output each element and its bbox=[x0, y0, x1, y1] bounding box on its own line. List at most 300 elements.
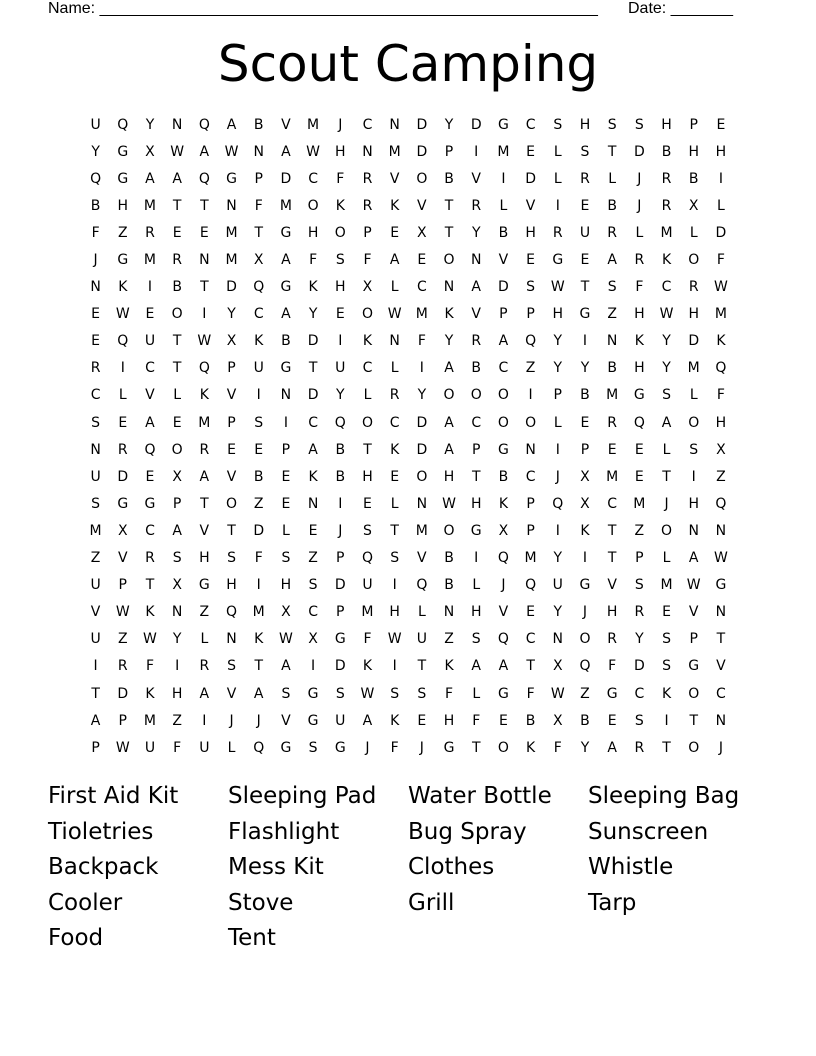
grid-letter: L bbox=[118, 387, 127, 404]
grid-letter: Z bbox=[580, 685, 590, 702]
grid-letter: J bbox=[419, 739, 424, 756]
grid-letter: P bbox=[227, 360, 236, 377]
grid-letter: I bbox=[555, 441, 560, 458]
grid-letter: K bbox=[362, 658, 373, 675]
grid-letter: A bbox=[172, 522, 182, 539]
grid-letter: L bbox=[200, 631, 209, 648]
grid-letter: U bbox=[90, 116, 101, 133]
grid-letter: K bbox=[716, 333, 726, 350]
grid-letter: X bbox=[498, 522, 509, 539]
grid-letter: V bbox=[607, 577, 617, 594]
grid-letter: D bbox=[307, 387, 319, 404]
grid-letter: V bbox=[199, 522, 210, 539]
grid-letter: L bbox=[417, 604, 426, 621]
grid-letter: S bbox=[471, 631, 481, 648]
grid-letter: A bbox=[471, 279, 481, 296]
grid-letter: F bbox=[635, 279, 644, 296]
grid-letter: P bbox=[281, 441, 291, 458]
grid-letter: W bbox=[659, 306, 674, 323]
grid-letter: Q bbox=[497, 550, 509, 567]
grid-letter: O bbox=[171, 306, 183, 323]
grid-letter: F bbox=[716, 387, 725, 404]
grid-letter: X bbox=[580, 495, 590, 512]
grid-letter: A bbox=[199, 468, 210, 485]
grid-letter: K bbox=[634, 333, 644, 350]
grid-letter: A bbox=[308, 441, 318, 458]
word-list-item: Stove bbox=[228, 889, 294, 916]
grid-letter: D bbox=[416, 143, 428, 160]
grid-letter: M bbox=[633, 495, 646, 512]
grid-letter: G bbox=[117, 143, 129, 160]
grid-letter: N bbox=[715, 522, 727, 539]
grid-letter: P bbox=[689, 631, 698, 648]
grid-letter: O bbox=[443, 387, 455, 404]
grid-letter: G bbox=[579, 577, 591, 594]
grid-letter: J bbox=[365, 739, 370, 756]
grid-letter: U bbox=[416, 631, 427, 648]
grid-letter: D bbox=[334, 658, 346, 675]
grid-letter: Y bbox=[91, 143, 100, 160]
grid-letter: S bbox=[390, 685, 400, 702]
grid-letter: T bbox=[254, 658, 263, 675]
grid-letter: D bbox=[715, 224, 727, 241]
grid-letter: S bbox=[308, 577, 318, 594]
grid-letter: L bbox=[553, 414, 562, 431]
grid-letter: B bbox=[471, 360, 482, 377]
grid-letter: V bbox=[417, 197, 427, 214]
grid-letter: P bbox=[444, 143, 454, 160]
grid-letter: Z bbox=[117, 631, 128, 648]
name-field-label: Name: ________________________________________________________ bbox=[48, 0, 598, 17]
grid-letter: T bbox=[471, 468, 481, 485]
grid-letter: Z bbox=[253, 495, 264, 512]
grid-letter: A bbox=[199, 143, 210, 160]
grid-letter: O bbox=[579, 631, 591, 648]
grid-letter: G bbox=[497, 441, 509, 458]
grid-letter: B bbox=[444, 550, 454, 567]
grid-letter: K bbox=[199, 387, 209, 404]
grid-letter: P bbox=[526, 306, 535, 323]
grid-letter: K bbox=[118, 279, 128, 296]
grid-letter: T bbox=[417, 658, 427, 675]
grid-letter: Y bbox=[553, 604, 563, 621]
grid-letter: P bbox=[118, 577, 127, 594]
grid-letter: Q bbox=[361, 550, 373, 567]
grid-letter: W bbox=[713, 550, 728, 567]
grid-letter: N bbox=[389, 333, 400, 350]
grid-letter: T bbox=[91, 685, 100, 702]
grid-letter: V bbox=[281, 712, 291, 729]
grid-letter: W bbox=[224, 143, 239, 160]
grid-letter: J bbox=[555, 468, 560, 485]
grid-letter: A bbox=[444, 414, 454, 431]
grid-letter: Y bbox=[553, 333, 563, 350]
grid-letter: G bbox=[144, 495, 156, 512]
grid-letter: X bbox=[552, 712, 563, 729]
grid-letter: I bbox=[718, 170, 723, 187]
grid-letter: N bbox=[715, 604, 727, 621]
grid-letter: E bbox=[390, 224, 400, 241]
grid-letter: G bbox=[307, 712, 319, 729]
grid-letter: X bbox=[172, 577, 182, 594]
word-list-item: Mess Kit bbox=[228, 854, 324, 880]
grid-letter: Z bbox=[444, 631, 454, 648]
grid-letter: E bbox=[417, 712, 427, 729]
grid-letter: I bbox=[419, 360, 424, 377]
grid-letter: Q bbox=[552, 495, 564, 512]
grid-letter: N bbox=[171, 116, 183, 133]
grid-letter: B bbox=[335, 441, 346, 458]
grid-letter: M bbox=[198, 414, 211, 431]
grid-letter: R bbox=[471, 333, 482, 350]
grid-letter: O bbox=[226, 495, 238, 512]
grid-letter: G bbox=[307, 685, 319, 702]
grid-letter: Y bbox=[417, 387, 427, 404]
grid-letter: W bbox=[115, 306, 130, 323]
grid-letter: Q bbox=[633, 414, 645, 431]
grid-letter: W bbox=[115, 604, 130, 621]
grid-letter: G bbox=[280, 360, 292, 377]
grid-letter: E bbox=[199, 224, 209, 241]
grid-letter: J bbox=[582, 604, 588, 621]
grid-letter: H bbox=[552, 306, 564, 323]
grid-letter: C bbox=[253, 306, 264, 323]
grid-letter: G bbox=[334, 739, 346, 756]
grid-letter: K bbox=[362, 333, 373, 350]
grid-letter: Q bbox=[144, 441, 156, 458]
grid-letter: R bbox=[580, 170, 590, 187]
grid-letter: S bbox=[662, 631, 671, 648]
grid-letter: S bbox=[580, 143, 590, 160]
grid-letter: S bbox=[281, 550, 291, 567]
grid-letter: K bbox=[308, 468, 318, 485]
grid-letter: M bbox=[279, 197, 292, 214]
grid-letter: E bbox=[118, 414, 128, 431]
grid-letter: Y bbox=[662, 333, 671, 350]
grid-letter: S bbox=[553, 116, 563, 133]
grid-letter: K bbox=[390, 197, 400, 214]
grid-letter: F bbox=[309, 252, 318, 269]
grid-letter: O bbox=[416, 170, 428, 187]
grid-letter: T bbox=[607, 522, 617, 539]
grid-letter: W bbox=[278, 631, 293, 648]
grid-letter: S bbox=[254, 414, 264, 431]
grid-letter: T bbox=[607, 550, 617, 567]
grid-letter: D bbox=[253, 522, 265, 539]
grid-letter: O bbox=[688, 685, 700, 702]
grid-letter: V bbox=[145, 387, 155, 404]
grid-letter: N bbox=[90, 279, 101, 296]
grid-letter: K bbox=[335, 197, 345, 214]
grid-letter: L bbox=[635, 224, 644, 241]
grid-letter: W bbox=[197, 333, 212, 350]
grid-letter: T bbox=[172, 197, 182, 214]
grid-letter: N bbox=[606, 333, 618, 350]
grid-letter: R bbox=[199, 441, 210, 458]
grid-letter: M bbox=[361, 604, 374, 621]
grid-letter: G bbox=[117, 170, 129, 187]
grid-letter: S bbox=[607, 116, 617, 133]
grid-letter: F bbox=[390, 739, 399, 756]
grid-letter: O bbox=[497, 739, 509, 756]
grid-letter: C bbox=[716, 685, 726, 702]
grid-letter: U bbox=[552, 577, 563, 594]
grid-letter: S bbox=[689, 441, 699, 458]
grid-letter: N bbox=[226, 197, 237, 214]
grid-letter: N bbox=[389, 116, 400, 133]
grid-letter: K bbox=[254, 631, 264, 648]
grid-letter: E bbox=[634, 468, 644, 485]
grid-letter: H bbox=[688, 495, 699, 512]
grid-letter: J bbox=[637, 170, 642, 187]
grid-letter: H bbox=[307, 224, 319, 241]
grid-letter: T bbox=[444, 197, 454, 214]
grid-letter: C bbox=[362, 116, 373, 133]
grid-letter: W bbox=[686, 577, 701, 594]
grid-letter: M bbox=[497, 143, 510, 160]
grid-letter: B bbox=[444, 577, 454, 594]
grid-letter: R bbox=[607, 631, 618, 648]
grid-letter: W bbox=[550, 279, 565, 296]
grid-letter: I bbox=[582, 333, 588, 350]
grid-letter: E bbox=[526, 143, 536, 160]
grid-letter: O bbox=[497, 387, 509, 404]
grid-letter: G bbox=[280, 224, 292, 241]
grid-letter: Z bbox=[634, 522, 645, 539]
grid-letter: L bbox=[173, 387, 182, 404]
grid-letter: H bbox=[470, 495, 482, 512]
grid-letter: A bbox=[607, 252, 617, 269]
grid-letter: S bbox=[281, 685, 291, 702]
grid-letter: S bbox=[417, 685, 427, 702]
grid-letter: F bbox=[716, 252, 725, 269]
grid-letter: S bbox=[607, 279, 617, 296]
grid-letter: F bbox=[336, 170, 345, 187]
grid-letter: R bbox=[362, 170, 373, 187]
grid-letter: Z bbox=[308, 550, 318, 567]
grid-letter: G bbox=[470, 522, 482, 539]
grid-letter: A bbox=[661, 414, 672, 431]
grid-letter: P bbox=[254, 170, 263, 187]
grid-letter: L bbox=[363, 387, 372, 404]
grid-letter: Z bbox=[90, 550, 101, 567]
grid-letter: Q bbox=[334, 414, 346, 431]
grid-letter: J bbox=[637, 197, 642, 214]
grid-letter: Q bbox=[226, 604, 238, 621]
grid-letter: L bbox=[390, 495, 399, 512]
grid-letter: M bbox=[660, 577, 673, 594]
grid-letter: X bbox=[552, 658, 563, 675]
grid-letter: H bbox=[715, 414, 727, 431]
grid-letter: C bbox=[308, 604, 318, 621]
grid-letter: J bbox=[229, 712, 234, 729]
grid-letter: O bbox=[443, 252, 455, 269]
grid-letter: A bbox=[362, 712, 373, 729]
word-list-item: Grill bbox=[408, 889, 455, 916]
grid-letter: N bbox=[253, 143, 264, 160]
grid-letter: T bbox=[254, 224, 263, 241]
grid-letter: L bbox=[499, 197, 508, 214]
grid-letter: W bbox=[442, 495, 456, 512]
grid-letter: M bbox=[143, 712, 157, 729]
grid-letter: C bbox=[634, 685, 645, 702]
grid-letter: E bbox=[91, 333, 101, 350]
grid-letter: E bbox=[634, 441, 644, 458]
grid-letter: E bbox=[91, 306, 101, 323]
grid-letter: K bbox=[661, 252, 672, 269]
grid-letter: C bbox=[308, 170, 318, 187]
grid-letter: E bbox=[498, 712, 508, 729]
grid-letter: L bbox=[390, 360, 399, 377]
grid-letter: Q bbox=[90, 170, 102, 187]
grid-letter: E bbox=[227, 441, 236, 458]
grid-letter: A bbox=[688, 550, 699, 567]
grid-letter: I bbox=[283, 414, 288, 431]
grid-letter: X bbox=[417, 224, 427, 241]
grid-letter: L bbox=[553, 170, 562, 187]
grid-letter: D bbox=[117, 685, 129, 702]
grid-letter: S bbox=[91, 414, 101, 431]
grid-letter: U bbox=[144, 333, 156, 350]
grid-letter: N bbox=[199, 252, 210, 269]
grid-letter: A bbox=[253, 685, 264, 702]
grid-letter: Q bbox=[117, 116, 129, 133]
grid-letter: L bbox=[553, 143, 562, 160]
grid-letter: M bbox=[415, 306, 428, 323]
word-list-item: Flashlight bbox=[228, 818, 340, 845]
grid-letter: D bbox=[416, 441, 428, 458]
grid-letter: G bbox=[334, 631, 346, 648]
grid-letter: G bbox=[117, 495, 129, 512]
grid-letter: I bbox=[147, 279, 153, 296]
grid-letter: Y bbox=[145, 116, 155, 133]
grid-letter: Q bbox=[715, 360, 727, 377]
grid-letter: R bbox=[607, 224, 618, 241]
grid-letter: U bbox=[362, 577, 373, 594]
grid-letter: H bbox=[470, 604, 482, 621]
grid-letter: T bbox=[308, 360, 318, 377]
grid-letter: I bbox=[528, 387, 533, 404]
grid-letter: O bbox=[361, 414, 373, 431]
grid-letter: C bbox=[389, 414, 400, 431]
grid-letter: X bbox=[172, 468, 182, 485]
grid-letter: V bbox=[90, 604, 101, 621]
grid-letter: O bbox=[443, 522, 455, 539]
grid-letter: E bbox=[172, 414, 182, 431]
grid-letter: U bbox=[199, 739, 210, 756]
grid-letter: N bbox=[715, 712, 727, 729]
grid-letter: G bbox=[633, 387, 645, 404]
grid-letter: H bbox=[606, 604, 618, 621]
grid-letter: H bbox=[715, 143, 727, 160]
grid-letter: C bbox=[308, 414, 318, 431]
grid-letter: W bbox=[115, 739, 130, 756]
grid-letter: H bbox=[226, 577, 237, 594]
grid-letter: V bbox=[226, 387, 237, 404]
word-list-item: Tioletries bbox=[48, 818, 154, 845]
grid-letter: V bbox=[281, 116, 291, 133]
grid-letter: R bbox=[661, 170, 672, 187]
grid-letter: G bbox=[226, 170, 237, 187]
grid-letter: V bbox=[471, 306, 481, 323]
grid-letter: N bbox=[362, 143, 373, 160]
grid-letter: R bbox=[661, 197, 672, 214]
grid-letter: R bbox=[362, 197, 373, 214]
grid-letter: Y bbox=[580, 739, 590, 756]
grid-letter: P bbox=[91, 739, 100, 756]
grid-letter: F bbox=[254, 197, 263, 214]
grid-letter: K bbox=[254, 333, 264, 350]
grid-letter: Q bbox=[198, 116, 210, 133]
grid-letter: Y bbox=[553, 360, 563, 377]
grid-letter: I bbox=[202, 712, 207, 729]
grid-letter: U bbox=[253, 360, 264, 377]
grid-letter: V bbox=[417, 550, 427, 567]
grid-letter: L bbox=[662, 441, 671, 458]
grid-letter: O bbox=[688, 739, 700, 756]
grid-letter: L bbox=[472, 685, 481, 702]
grid-letter: T bbox=[390, 522, 399, 539]
grid-letter: R bbox=[389, 387, 400, 404]
grid-letter: E bbox=[363, 495, 372, 512]
grid-letter: M bbox=[714, 306, 727, 323]
grid-letter: E bbox=[580, 252, 590, 269]
grid-letter: T bbox=[607, 143, 617, 160]
grid-letter: G bbox=[117, 252, 129, 269]
grid-letter: E bbox=[526, 252, 536, 269]
grid-letter: N bbox=[226, 631, 237, 648]
grid-letter: D bbox=[633, 143, 645, 160]
grid-letter: O bbox=[688, 252, 700, 269]
grid-letter: I bbox=[202, 306, 207, 323]
grid-letter: T bbox=[145, 577, 155, 594]
grid-letter: H bbox=[362, 468, 373, 485]
grid-letter: A bbox=[444, 441, 454, 458]
grid-letter: V bbox=[716, 658, 726, 675]
grid-letter: A bbox=[498, 658, 509, 675]
grid-letter: X bbox=[580, 468, 590, 485]
grid-letter: Q bbox=[715, 495, 727, 512]
grid-letter: D bbox=[525, 170, 536, 187]
grid-letter: D bbox=[470, 116, 482, 133]
grid-letter: B bbox=[607, 360, 617, 377]
grid-letter: X bbox=[117, 522, 128, 539]
grid-letter: N bbox=[90, 441, 101, 458]
grid-letter: G bbox=[198, 577, 210, 594]
grid-letter: I bbox=[691, 468, 696, 485]
grid-letter: F bbox=[472, 712, 481, 729]
grid-letter: C bbox=[661, 279, 672, 296]
grid-letter: K bbox=[580, 522, 590, 539]
grid-letter: I bbox=[93, 658, 98, 675]
grid-letter: S bbox=[308, 739, 318, 756]
grid-letter: I bbox=[338, 333, 343, 350]
grid-letter: O bbox=[525, 414, 537, 431]
grid-letter: D bbox=[307, 333, 319, 350]
grid-letter: M bbox=[89, 522, 102, 539]
grid-letter: L bbox=[227, 739, 236, 756]
grid-letter: G bbox=[579, 306, 591, 323]
grid-letter: R bbox=[688, 279, 699, 296]
grid-letter: T bbox=[444, 224, 454, 241]
word-list-item: Sunscreen bbox=[588, 818, 709, 845]
grid-letter: E bbox=[281, 468, 291, 485]
grid-letter: X bbox=[362, 279, 373, 296]
grid-letter: S bbox=[634, 712, 644, 729]
grid-letter: P bbox=[363, 224, 372, 241]
grid-letter: M bbox=[143, 197, 157, 214]
grid-letter: E bbox=[580, 414, 590, 431]
